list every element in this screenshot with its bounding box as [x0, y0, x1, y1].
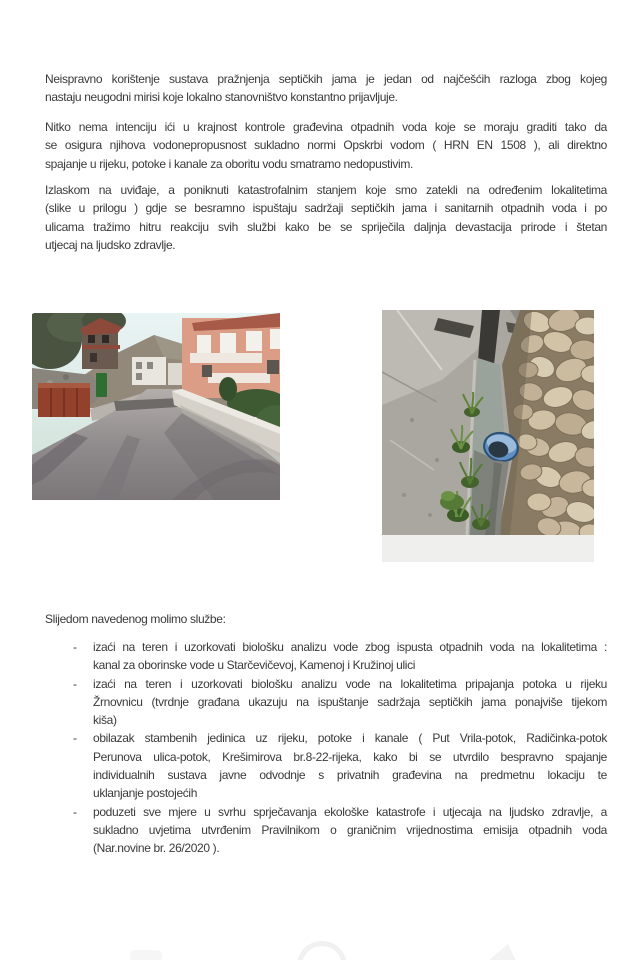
bullet-marker: - — [73, 640, 77, 654]
text-line: (slike u prilogu ) gdje se besramno ispuštaju sadržaji septičkih jama i sanitarnih otpadnih voda i po — [45, 201, 607, 216]
text-line: Slijedom navedenog molimo službe: — [45, 612, 226, 626]
text-line: kanal za oborinske vode u Starčevičevoj, Kamenoj i Kružinoj ulici — [93, 658, 416, 673]
text-line: Izlaskom na uviđaje, a poniknuti katastrofalnim stanjem koje smo zatekli na određenim lokalitetima — [45, 183, 607, 197]
text-line: ulicama tražimo hitru reakciju svih službi kako be se spriječila daljnja devastacija prirode i štetan — [45, 219, 607, 234]
text-line: poduzeti sve mjere u svrhu sprječavanja ekološke katastrofe i utjecaja na ljudsko zdravlje, a — [93, 804, 607, 819]
text-line: Nitko nema intenciju ići u krajnost kontrole građevina otpadnih voda koje se moraju graditi tako da — [45, 120, 607, 134]
text-line: izaći na teren i uzorkovati biološku analizu vode zbog ispusta otpadnih voda na lokalitetima : — [93, 640, 607, 654]
text-line: utjecaj na ljudsko zdravlje. — [45, 237, 176, 252]
faint-watermark-circle — [297, 941, 347, 960]
text-line: individualnih sustava javne odvodnje s privatnih građevina na predmetnu lokaciju te — [93, 768, 607, 783]
paragraph-3 — [45, 181, 607, 254]
text-line: Neispravno korištenje sustava pražnjenja septičkih jama je jedan od najčešćih razloga zbog kojeg — [45, 72, 607, 86]
text-line: uklanjanje postojećih — [93, 786, 198, 801]
text-line: Perunova ulica-potok, Krešimirova br.8-22-rijeka, kako bi se utvrdilo bespravno spajanje — [93, 749, 607, 764]
street-scene-illustration — [32, 313, 280, 500]
text-line: obilazak stambenih jedinica uz rijeku, potoke i kanale ( Put Vrila-potok, Radičinka-potok — [93, 731, 607, 746]
list-item — [45, 803, 607, 858]
paragraph-1 — [45, 70, 607, 107]
bullet-marker: - — [73, 804, 77, 819]
text-line: izaći na teren i uzorkovati biološku analizu vode na lokalitetima pripajanja potoka u rijeku — [93, 676, 607, 691]
faint-watermark-wedge — [488, 944, 516, 960]
bullet-marker: - — [73, 731, 77, 746]
list-item — [45, 675, 607, 730]
drain-outfall-illustration — [382, 310, 594, 562]
text-line: Žrnovnicu (tvrdnje građana ukazuju na ispuštanje sadržaja septičkih jama ponajviše tijekom — [93, 694, 607, 709]
text-line: (Nar.novine br. 26/2020 ). — [93, 841, 220, 856]
text-line: kiša) — [93, 713, 117, 728]
text-line: sukladno uvjetima utvrđenim Pravilnikom o graničnim vrijednostima emisija otpadnih voda — [93, 822, 607, 837]
text-line: spajanje u rijeku, potoke i kanale za oboritu vodu smatramo nedopustivim. — [45, 156, 414, 171]
faint-watermark-blob — [130, 950, 162, 960]
list-intro — [45, 610, 607, 628]
text-line: se osigura njihova vodonepropusnost sukladno normi Opskrbi vodom ( HRN EN 1508 ), ali direktno — [45, 138, 607, 153]
text-line: nastaju neugodni mirisi koje lokalno stanovništvo konstantno prijavljuje. — [45, 90, 398, 105]
bullet-list — [45, 638, 607, 858]
street-scene-photo — [32, 313, 280, 500]
list-item — [45, 729, 607, 802]
bullet-marker: - — [73, 676, 77, 691]
paragraph-2 — [45, 118, 607, 173]
list-item — [45, 638, 607, 675]
drain-outfall-photo — [382, 310, 594, 562]
